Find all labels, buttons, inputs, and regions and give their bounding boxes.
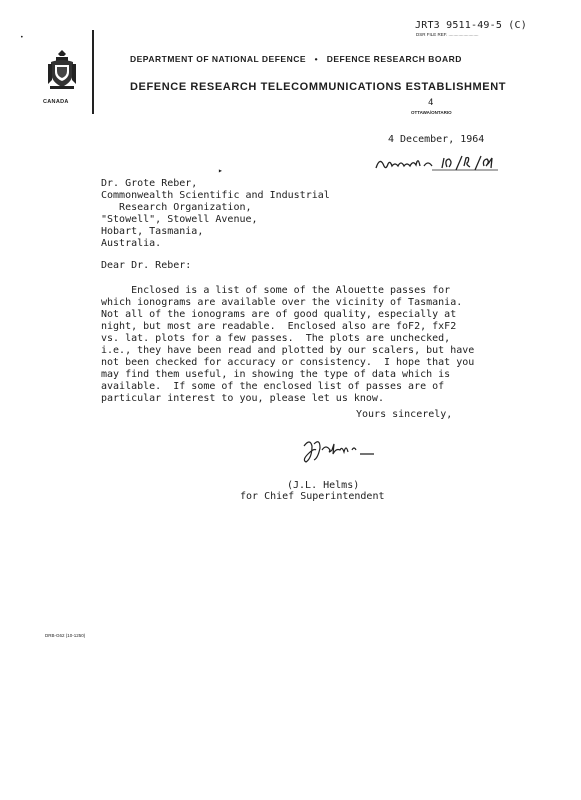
letter-date: 4 December, 1964 xyxy=(388,134,485,145)
department-line: DEPARTMENT OF NATIONAL DEFENCE • DEFENCE RESEARCH BOARD xyxy=(130,54,462,64)
stray-mark: ▸ xyxy=(218,166,223,175)
coat-of-arms-icon xyxy=(48,50,76,90)
body-line: night, but most are readable. Enclosed also are foF2, fxF2 xyxy=(101,321,457,332)
letterhead-divider xyxy=(92,30,94,114)
address-line: "Stowell", Stowell Avenue, xyxy=(101,214,258,225)
address-line: Research Organization, xyxy=(101,202,252,213)
signatory-name: (J.L. Helms) xyxy=(287,480,360,491)
body-line: Not all of the ionograms are of good quality, especially at xyxy=(101,309,457,320)
form-code: DRB-G62 (10-1250) xyxy=(45,633,86,638)
body-line: Enclosed is a list of some of the Alouette passes for xyxy=(101,285,451,296)
body-line: which ionograms are available over the vicinity of Tasmania. xyxy=(101,297,463,308)
handwritten-answered-note xyxy=(372,150,502,174)
country-label: CANADA xyxy=(43,99,69,105)
body-line: may find them useful, in showing the type of data which is xyxy=(101,369,451,380)
body-line: not been checked for accuracy or consistency. I hope that you xyxy=(101,357,475,368)
establishment-title: DEFENCE RESEARCH TELECOMMUNICATIONS ESTABLISHMENT xyxy=(130,81,507,93)
margin-mark: • xyxy=(20,34,24,41)
closing: Yours sincerely, xyxy=(356,409,453,420)
location-label: OTTAWA/ONTARIO xyxy=(411,110,452,115)
file-reference-label: DSR FILE REF. ........................ xyxy=(416,32,479,37)
body-line: particular interest to you, please let us know. xyxy=(101,393,384,404)
location-number: 4 xyxy=(428,98,434,108)
address-line: Australia. xyxy=(101,238,162,249)
body-line: available. If some of the enclosed list of passes are of xyxy=(101,381,445,392)
recipient-address xyxy=(101,178,330,250)
salutation: Dear Dr. Reber: xyxy=(101,260,192,271)
address-line: Commonwealth Scientific and Industrial xyxy=(101,190,330,201)
address-line: Dr. Grote Reber, xyxy=(101,178,198,189)
body-line: vs. lat. plots for a few passes. The plots are unchecked, xyxy=(101,333,451,344)
signatory-title: for Chief Superintendent xyxy=(240,491,385,502)
handwritten-signature xyxy=(300,436,375,466)
letter-body xyxy=(101,285,474,405)
body-line: i.e., they have been read and plotted by our scalers, but have xyxy=(101,345,475,356)
address-line: Hobart, Tasmania, xyxy=(101,226,204,237)
file-reference: JRT3 9511-49-5 (C) xyxy=(415,20,527,31)
